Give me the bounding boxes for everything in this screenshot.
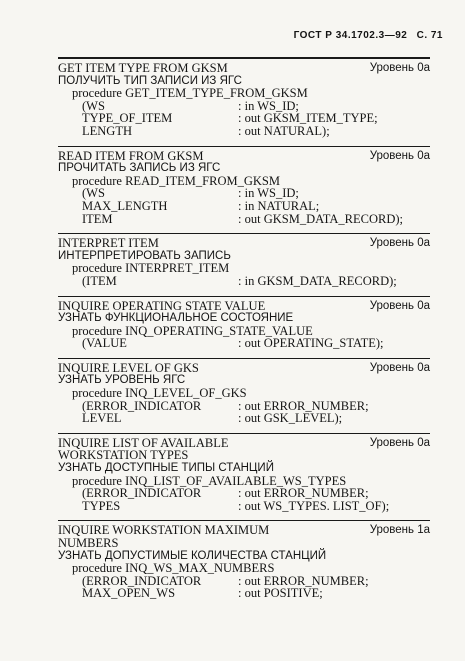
parameter-name: (ERROR_INDICATOR	[82, 573, 202, 588]
function-title-continued: NUMBERS	[58, 536, 119, 550]
parameter-row	[82, 213, 430, 226]
level-label: Уровень 0a	[369, 62, 430, 74]
standard-number: ГОСТ Р 34.1702.3—92	[293, 30, 408, 41]
procedure-signature: procedure INQ_LIST_OF_AVAILABLE_WS_TYPES	[72, 473, 347, 488]
function-title: INTERPRET ITEM	[58, 236, 159, 251]
parameter-type: : out ERROR_NUMBER;	[238, 398, 369, 413]
function-title: INQUIRE LIST OF AVAILABLE	[58, 435, 229, 450]
parameter-name: (WS	[82, 186, 105, 201]
parameter-row	[82, 500, 430, 513]
function-title: INQUIRE OPERATING STATE VALUE	[58, 298, 266, 313]
parameter-type: : out NATURAL);	[238, 123, 330, 138]
parameter-name: TYPES	[82, 498, 121, 513]
parameter-type: : in WS_ID;	[238, 98, 299, 113]
parameter-name: LENGTH	[82, 123, 132, 138]
parameter-list	[58, 575, 430, 600]
function-title-ru: ПОЛУЧИТЬ ТИП ЗАПИСИ ИЗ ЯГС	[58, 74, 242, 87]
parameter-name: (WS	[82, 98, 105, 113]
parameter-name: (ERROR_INDICATOR	[82, 486, 202, 501]
function-title: INQUIRE LEVEL OF GKS	[58, 360, 199, 375]
parameter-list	[58, 400, 430, 425]
parameter-name: TYPE_OF_ITEM	[82, 111, 173, 126]
procedure-signature: procedure INQ_WS_MAX_NUMBERS	[72, 561, 275, 576]
parameter-list	[58, 187, 430, 225]
parameter-type: : out WS_TYPES. LIST_OF);	[238, 498, 390, 513]
parameter-row	[82, 337, 430, 350]
parameter-type: : in WS_ID;	[238, 186, 299, 201]
parameter-row	[82, 487, 430, 500]
function-title-ru: ПРОЧИТАТЬ ЗАПИСЬ ИЗ ЯГС	[58, 162, 221, 175]
parameter-row	[82, 587, 430, 600]
procedure-signature: procedure GET_ITEM_TYPE_FROM_GKSM	[72, 86, 308, 101]
function-entry	[58, 520, 430, 600]
parameter-type: : out GKSM_DATA_RECORD);	[238, 211, 403, 226]
function-title: INQUIRE WORKSTATION MAXIMUM	[58, 523, 270, 538]
parameter-name: (ERROR_INDICATOR	[82, 398, 202, 413]
level-label: Уровень 0a	[369, 149, 430, 162]
function-title-ru: ИНТЕРПРЕТИРОВАТЬ ЗАПИСЬ	[58, 249, 231, 262]
function-title-ru: УЗНАТЬ ДОПУСТИМЫЕ КОЛИЧЕСТВА СТАНЦИЙ	[58, 549, 327, 562]
parameter-row	[82, 412, 430, 425]
parameter-type: : in NATURAL;	[238, 198, 320, 213]
parameter-name: MAX_OPEN_WS	[82, 586, 176, 601]
parameter-type: : out GSK_LEVEL);	[238, 411, 343, 426]
function-title-ru: УЗНАТЬ УРОВЕНЬ ЯГС	[58, 374, 186, 387]
parameter-type: : out OPERATING_STATE);	[238, 336, 384, 351]
function-title: READ ITEM FROM GKSM	[58, 148, 204, 163]
function-entry	[58, 233, 430, 287]
parameter-type: : out POSITIVE;	[238, 586, 323, 601]
parameter-list	[58, 337, 430, 350]
page-header	[288, 30, 443, 41]
function-entry	[58, 146, 430, 226]
parameter-name: LEVEL	[82, 411, 122, 426]
parameter-row	[82, 125, 430, 138]
parameter-list	[58, 100, 430, 138]
function-entry	[58, 296, 430, 350]
parameter-type: : in GKSM_DATA_RECORD);	[238, 273, 397, 288]
procedure-signature: procedure INTERPRET_ITEM	[72, 261, 230, 276]
page-number: С. 71	[416, 30, 443, 41]
parameter-type: : out ERROR_NUMBER;	[238, 573, 369, 588]
parameter-type: : out GKSM_ITEM_TYPE;	[238, 111, 378, 126]
function-title: GET ITEM TYPE FROM GKSM	[58, 61, 228, 75]
parameter-type: : out ERROR_NUMBER;	[238, 486, 369, 501]
parameter-row	[82, 200, 430, 213]
parameter-name: MAX_LENGTH	[82, 198, 168, 213]
parameter-name: (ITEM	[82, 273, 117, 288]
parameter-row	[82, 275, 430, 288]
level-label: Уровень 0a	[369, 361, 430, 374]
function-title-ru: УЗНАТЬ ДОСТУПНЫЕ ТИПЫ СТАНЦИЙ	[58, 462, 274, 475]
function-entry	[58, 433, 430, 513]
function-entry	[58, 358, 430, 425]
level-label: Уровень 1a	[369, 524, 430, 537]
parameter-list	[58, 275, 430, 288]
parameter-name: ITEM	[82, 211, 113, 226]
function-entry	[58, 57, 430, 138]
procedure-signature: procedure INQ_LEVEL_OF_GKS	[72, 386, 247, 401]
level-label: Уровень 0a	[369, 237, 430, 250]
procedure-signature: procedure INQ_OPERATING_STATE_VALUE	[72, 323, 313, 338]
parameter-list	[58, 487, 430, 512]
function-title-ru: УЗНАТЬ ФУНКЦИОНАЛЬНОЕ СОСТОЯНИЕ	[58, 312, 294, 325]
function-title-continued: WORKSTATION TYPES	[58, 448, 189, 463]
parameter-name: (VALUE	[82, 336, 127, 351]
level-label: Уровень 0a	[369, 299, 430, 312]
level-label: Уровень 0a	[369, 436, 430, 449]
document-body	[58, 57, 430, 608]
procedure-signature: procedure READ_ITEM_FROM_GKSM	[72, 173, 280, 188]
